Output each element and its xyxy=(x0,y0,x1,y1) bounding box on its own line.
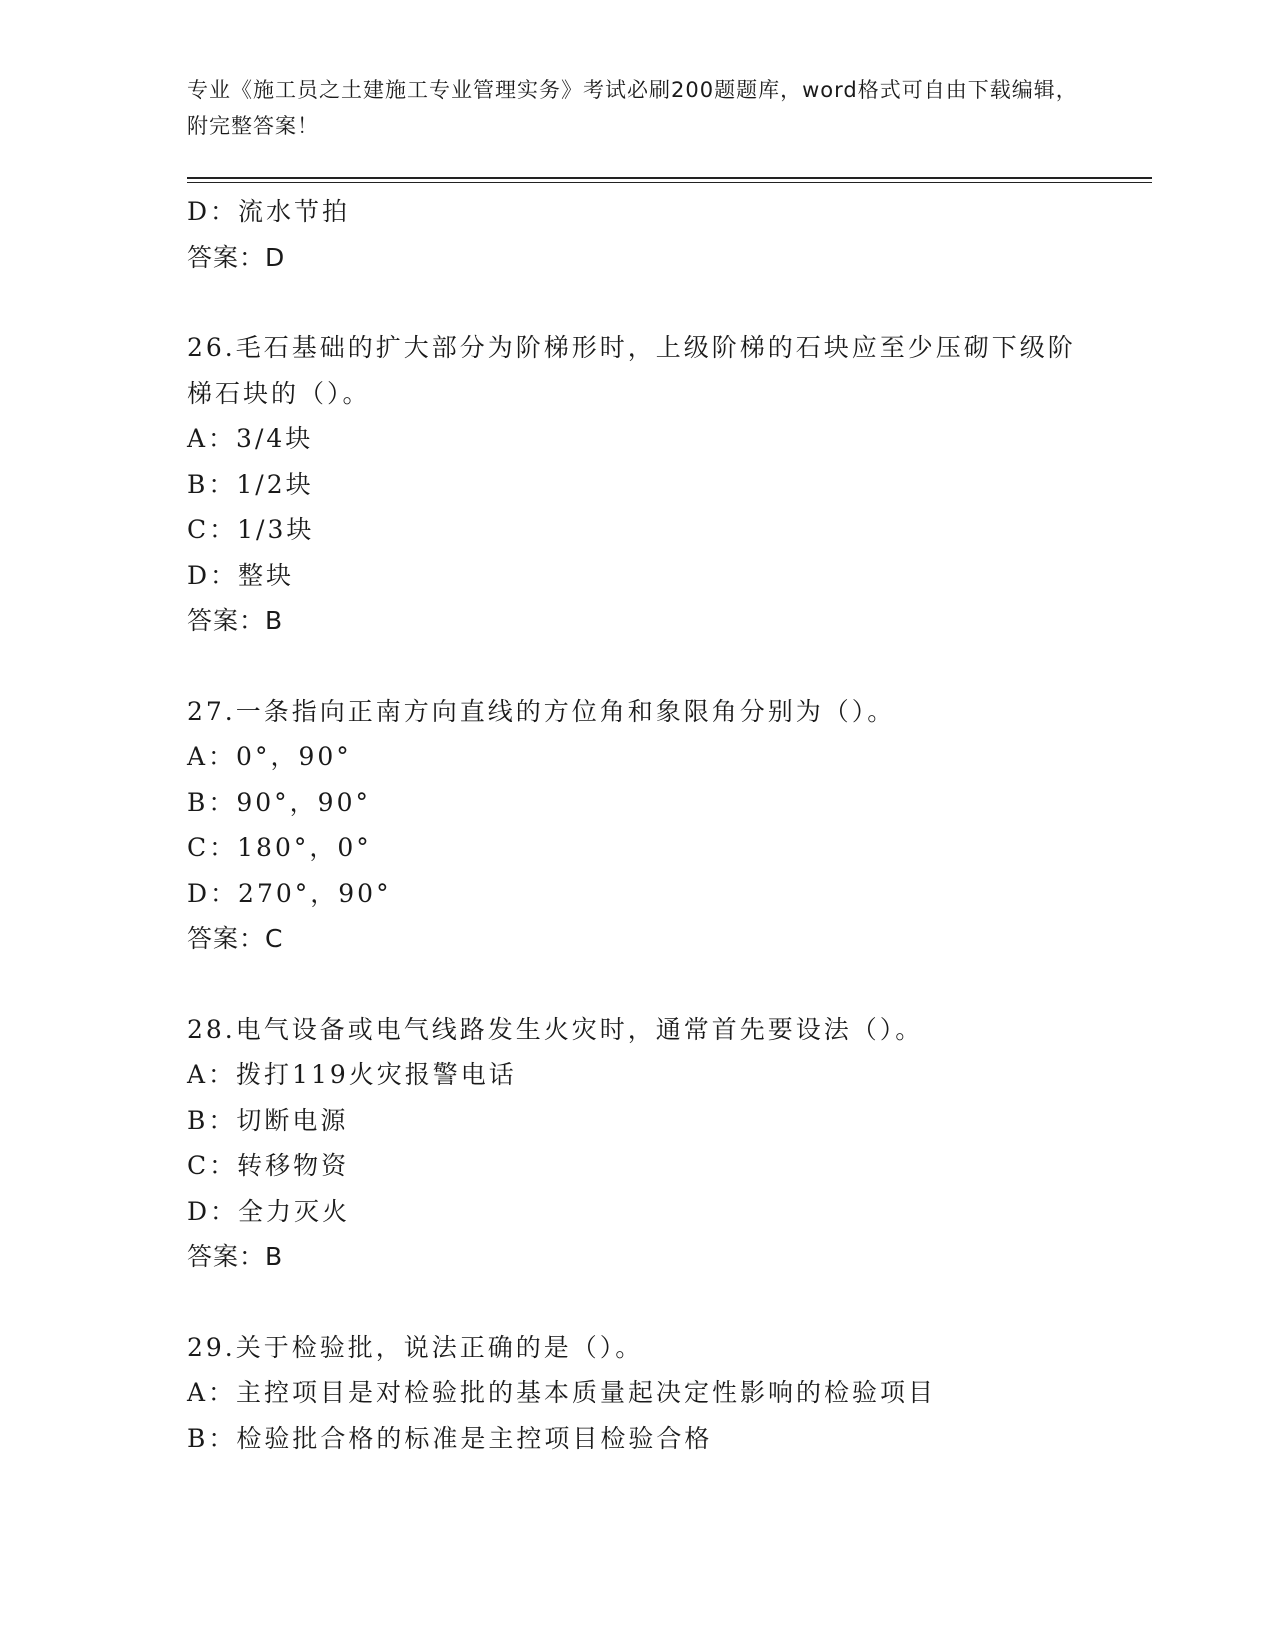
question-text: 28.电气设备或电气线路发生火灾时，通常首先要设法（）。 xyxy=(187,1014,924,1044)
option-d: D：整块 xyxy=(187,560,295,590)
option-b: B：切断电源 xyxy=(187,1105,349,1135)
option-a: A：主控项目是对检验批的基本质量起决定性影响的检验项目 xyxy=(187,1378,937,1407)
header-divider-thick xyxy=(187,177,1152,179)
spacer xyxy=(187,280,1127,325)
option-b: B：1/2块 xyxy=(187,469,314,499)
option-d: D：全力灭火 xyxy=(187,1196,351,1226)
option-c: C：180°，0° xyxy=(187,833,372,862)
question-text: 29.关于检验批，说法正确的是（）。 xyxy=(187,1332,644,1362)
answer: 答案：B xyxy=(187,1242,284,1271)
option-c: C：1/3块 xyxy=(187,515,315,544)
spacer xyxy=(187,962,1127,1007)
question-text: 27.一条指向正南方向直线的方位角和象限角分别为（）。 xyxy=(187,696,896,726)
question-list xyxy=(187,189,1127,1461)
header-divider-thin xyxy=(187,182,1152,183)
option-a: A：3/4块 xyxy=(187,424,314,453)
spacer xyxy=(187,1280,1127,1325)
answer: 答案：B xyxy=(187,606,284,635)
question-28 xyxy=(187,1007,1127,1280)
option-b: B：检验批合格的标准是主控项目检验合格 xyxy=(187,1423,713,1453)
question-27 xyxy=(187,689,1127,962)
document-intro: 专业《施工员之土建施工专业管理实务》考试必刷200题题库，word格式可自由下载编辑，附完整答案！ xyxy=(187,78,1078,138)
option-a: A：拨打119火灾报警电话 xyxy=(187,1060,517,1089)
spacer xyxy=(187,644,1127,689)
answer: 答案：C xyxy=(187,924,284,953)
option-b: B：90°，90° xyxy=(187,787,371,817)
option-c: C：转移物资 xyxy=(187,1151,350,1180)
question-text: 26.毛石基础的扩大部分为阶梯形时，上级阶梯的石块应至少压砌下级阶梯石块的（）。 xyxy=(187,333,1076,408)
option-a: A：0°，90° xyxy=(187,742,352,771)
option-d: D：270°，90° xyxy=(187,878,392,908)
question-26 xyxy=(187,325,1127,644)
carryover-option-d: D：流水节拍 xyxy=(187,197,351,226)
question-29 xyxy=(187,1325,1127,1462)
carryover-answer: 答案：D xyxy=(187,242,286,272)
